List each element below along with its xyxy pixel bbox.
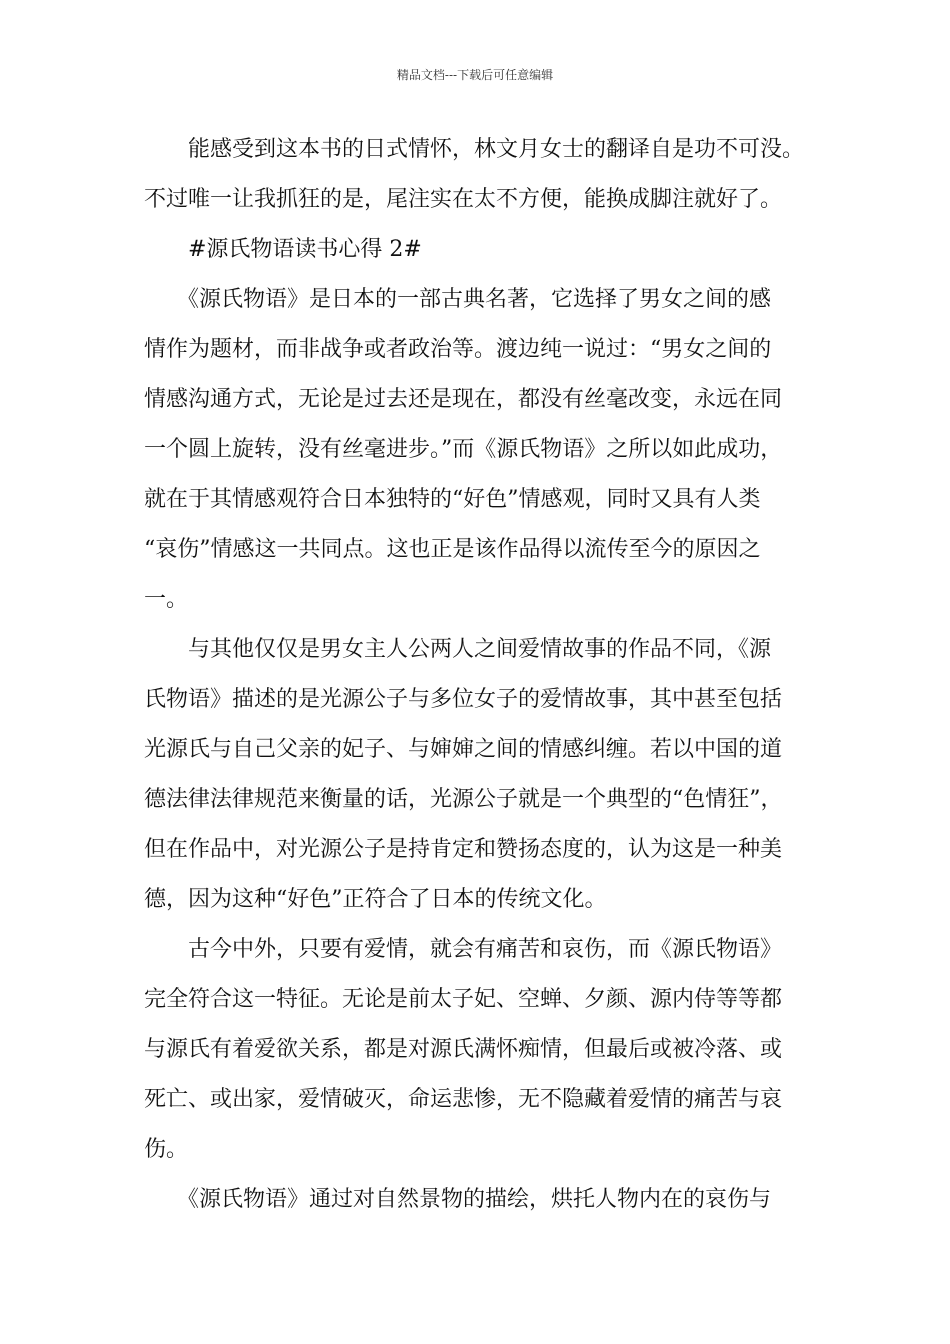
text-line: 与其他仅仅是男女主人公两人之间爱情故事的作品不同，《源 <box>144 637 772 662</box>
text-line: 一。 <box>144 587 189 612</box>
text-line: 氏物语》描述的是光源公子与多位女子的爱情故事，其中甚至包括 <box>144 687 783 712</box>
text-line: 情感沟通方式，无论是过去还是现在，都没有丝毫改变，永远在同 <box>144 387 783 412</box>
text-line: 完全符合这一特征。无论是前太子妃、空蝉、夕颜、源内侍等等都 <box>144 987 783 1012</box>
text-line: 一个圆上旋转，没有丝毫进步。”而《源氏物语》之所以如此成功， <box>144 437 783 462</box>
text-line: 不过唯一让我抓狂的是，尾注实在太不方便，能换成脚注就好了。 <box>144 187 783 212</box>
text-line: 但在作品中，对光源公子是持肯定和赞扬态度的，认为这是一种美 <box>144 837 783 862</box>
text-line: 德法律法律规范来衡量的话，光源公子就是一个典型的“色情狂”， <box>144 787 783 812</box>
text-line: 死亡、或出家，爱情破灭，命运悲惨，无不隐藏着爱情的痛苦与哀 <box>144 1087 783 1112</box>
text-line: 光源氏与自己父亲的妃子、与婶婶之间的情感纠缠。若以中国的道 <box>144 737 783 762</box>
text-line: 《源氏物语》是日本的一部古典名著，它选择了男女之间的感 <box>144 287 772 312</box>
text-line: 情作为题材，而非战争或者政治等。渡边纯一说过：“男女之间的 <box>144 337 772 362</box>
text-line: “哀伤”情感这一共同点。这也正是该作品得以流传至今的原因之 <box>144 537 761 562</box>
text-line: 能感受到这本书的日式情怀，林文月女士的翻译自是功不可没。 <box>144 137 805 162</box>
text-line: #源氏物语读书心得 2# <box>144 237 422 262</box>
text-line: 就在于其情感观符合日本独特的“好色”情感观，同时又具有人类 <box>144 487 761 512</box>
page-header: 精品文档---下载后可任意编辑 <box>396 68 554 82</box>
text-line: 古今中外，只要有爱情，就会有痛苦和哀伤，而《源氏物语》 <box>144 937 783 962</box>
text-line: 伤。 <box>144 1137 189 1162</box>
text-line: 德，因为这种“好色”正符合了日本的传统文化。 <box>144 887 607 912</box>
text-line: 《源氏物语》通过对自然景物的描绘，烘托人物内在的哀伤与 <box>144 1187 772 1212</box>
text-line: 与源氏有着爱欲关系，都是对源氏满怀痴情，但最后或被冷落、或 <box>144 1037 783 1062</box>
